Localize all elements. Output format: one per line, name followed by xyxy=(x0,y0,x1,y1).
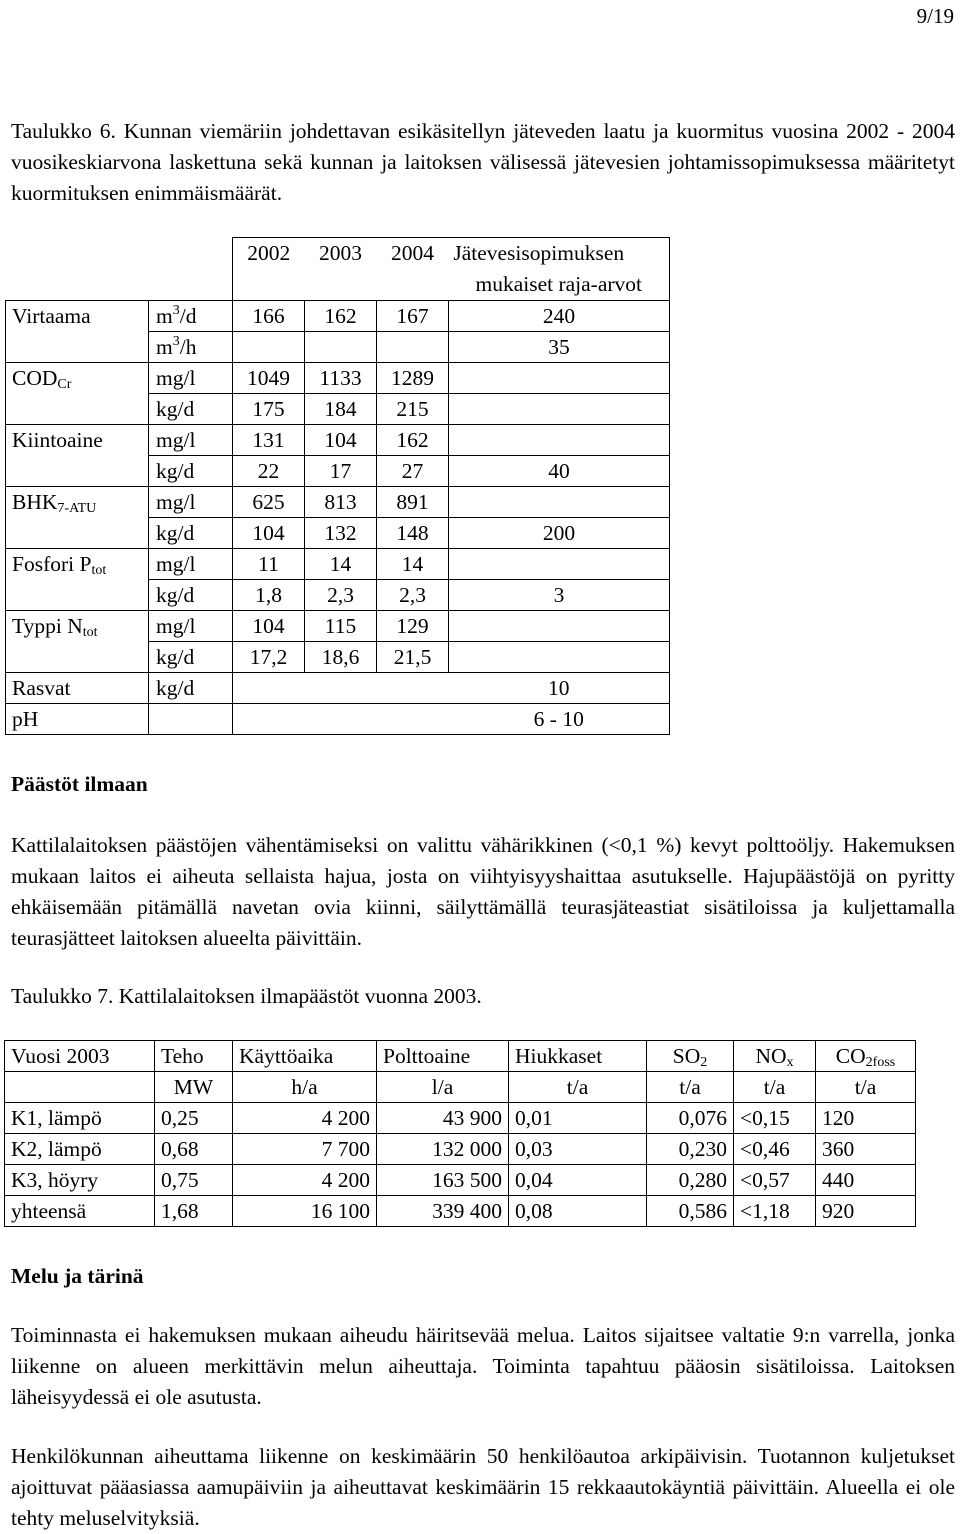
table-row xyxy=(6,549,670,580)
table6-unit xyxy=(149,518,233,549)
table6-value-y2004: 21,5 xyxy=(377,642,449,673)
table6-value-y2002: 11 xyxy=(233,549,305,580)
heading-noise: Melu ja tärinä xyxy=(11,1264,144,1288)
table6-unit xyxy=(149,642,233,673)
header-subscript: x xyxy=(786,1055,794,1070)
table7-unit: l/a xyxy=(377,1072,509,1103)
table6-value-y2002: 104 xyxy=(233,611,305,642)
table6-value-y2002: 22 xyxy=(233,456,305,487)
table6-unit xyxy=(149,611,233,642)
table7-header xyxy=(155,1041,233,1072)
unit-text: kg/d xyxy=(156,676,195,700)
table7-cell: 4 200 xyxy=(233,1165,377,1196)
table6-value-y2004 xyxy=(377,704,449,735)
table6-value-y2002: 17,2 xyxy=(233,642,305,673)
table7-cell: K2, lämpö xyxy=(5,1134,155,1165)
unit-superscript: 3 xyxy=(172,334,180,349)
table6-value-y2003: 813 xyxy=(305,487,377,518)
unit-tail: /h xyxy=(179,335,197,359)
page-number: 9/19 xyxy=(916,4,954,28)
table6-value-y2002: 131 xyxy=(233,425,305,456)
table7-cell: 163 500 xyxy=(377,1165,509,1196)
table6-limit: 3 xyxy=(449,580,670,611)
table7-cell: 120 xyxy=(816,1103,916,1134)
table7-header xyxy=(647,1041,734,1072)
header-text: Hiukkaset xyxy=(515,1044,603,1068)
table6-param xyxy=(6,394,149,425)
header-subscript: 2foss xyxy=(865,1055,896,1070)
table-row xyxy=(6,425,670,456)
table7-cell: 440 xyxy=(816,1165,916,1196)
table7-header xyxy=(734,1041,816,1072)
table6-limit xyxy=(449,611,670,642)
table-row xyxy=(5,1165,916,1196)
param-name: Typpi N xyxy=(12,614,83,638)
table6-unit xyxy=(149,673,233,704)
table6-unit xyxy=(149,549,233,580)
unit-superscript: 3 xyxy=(172,303,180,318)
table6-header-2002: 2002 xyxy=(233,238,305,301)
wastewater-table xyxy=(5,237,670,735)
table6-value-y2004: 148 xyxy=(377,518,449,549)
header-text: Käyttöaika xyxy=(239,1044,334,1068)
table-row xyxy=(6,642,670,673)
table6-unit xyxy=(149,456,233,487)
table7-cell: 920 xyxy=(816,1196,916,1227)
table6-param xyxy=(6,301,149,332)
table7-cell: <1,18 xyxy=(734,1196,816,1227)
unit-text: kg/d xyxy=(156,583,195,607)
param-subscript: 7-ATU xyxy=(57,501,97,516)
table7-cell: 0,75 xyxy=(155,1165,233,1196)
table7-cell: 132 000 xyxy=(377,1134,509,1165)
table-row xyxy=(6,673,670,704)
unit-text: kg/d xyxy=(156,459,195,483)
param-name: pH xyxy=(12,707,39,731)
table6-value-y2003: 132 xyxy=(305,518,377,549)
table-row xyxy=(6,394,670,425)
table7-cell: 0,586 xyxy=(647,1196,734,1227)
table6-value-y2004 xyxy=(377,332,449,363)
table6-value-y2002: 1049 xyxy=(233,363,305,394)
table6-value-y2004: 891 xyxy=(377,487,449,518)
table7-unit: h/a xyxy=(233,1072,377,1103)
table7-cell: <0,46 xyxy=(734,1134,816,1165)
table7-cell: 360 xyxy=(816,1134,916,1165)
table6-limit: 40 xyxy=(449,456,670,487)
table6-value-y2003: 18,6 xyxy=(305,642,377,673)
table6-param xyxy=(6,704,149,735)
table6-param xyxy=(6,580,149,611)
table6-value-y2003: 17 xyxy=(305,456,377,487)
table7-header xyxy=(509,1041,647,1072)
table6-param xyxy=(6,332,149,363)
table7-unit xyxy=(5,1072,155,1103)
table6-unit xyxy=(149,580,233,611)
table7-cell: 0,25 xyxy=(155,1103,233,1134)
table6-header-limits-line1: Jätevesisopimuksen xyxy=(453,241,625,265)
table6-limit: 240 xyxy=(449,301,670,332)
table6-value-y2002: 166 xyxy=(233,301,305,332)
table-row xyxy=(6,487,670,518)
table7-cell: 339 400 xyxy=(377,1196,509,1227)
unit-text: m xyxy=(156,304,173,328)
table6-param xyxy=(6,487,149,518)
table-row xyxy=(5,1196,916,1227)
table7-cell: yhteensä xyxy=(5,1196,155,1227)
table7-cell: 0,230 xyxy=(647,1134,734,1165)
table6-header-2004: 2004 xyxy=(377,238,449,301)
table6-header-limits-line2: mukaiset raja-arvot xyxy=(475,272,643,296)
table6-value-y2003 xyxy=(305,704,377,735)
table7-cell: <0,15 xyxy=(734,1103,816,1134)
table6-value-y2004: 1289 xyxy=(377,363,449,394)
table7-unit: MW xyxy=(155,1072,233,1103)
table6-value-y2004: 27 xyxy=(377,456,449,487)
table6-param xyxy=(6,456,149,487)
table7-cell: K3, höyry xyxy=(5,1165,155,1196)
header-text: CO xyxy=(835,1044,866,1068)
table6-unit xyxy=(149,363,233,394)
table-row xyxy=(5,1103,916,1134)
boiler-emissions-table xyxy=(4,1040,916,1227)
table7-unit: t/a xyxy=(509,1072,647,1103)
param-name: Kiintoaine xyxy=(12,428,103,452)
table7-header-row xyxy=(5,1041,916,1072)
table7-cell: <0,57 xyxy=(734,1165,816,1196)
heading-air-emissions: Päästöt ilmaan xyxy=(11,772,148,796)
table7-header xyxy=(816,1041,916,1072)
table6-unit xyxy=(149,425,233,456)
table6-value-y2003: 14 xyxy=(305,549,377,580)
table7-cell: 43 900 xyxy=(377,1103,509,1134)
table7-cell: 0,076 xyxy=(647,1103,734,1134)
table6-header-2003: 2003 xyxy=(305,238,377,301)
table7-cell: 0,08 xyxy=(509,1196,647,1227)
air-emissions-paragraph: Kattilalaitoksen päästöjen vähentämiseksi on valittu vähärikkinen (<0,1 %) kevyt polttoöljy. Hakemuksen mukaan laitos ei aiheuta sellaista hajua, josta on viihtyisyyshaittaa asutukselle. Hajupäästöjä on pyritty ehkäisemään pitämällä navetan ovia kiinni, säilyttämällä teurasjäteastiat sisätiloissa ja kuljettamalla teurasjätteet laitoksen alueelta päivittäin. xyxy=(11,833,955,950)
table6-value-y2002: 625 xyxy=(233,487,305,518)
table-row xyxy=(6,580,670,611)
header-text: Polttoaine xyxy=(383,1044,471,1068)
param-name: COD xyxy=(12,366,58,390)
param-subscript: Cr xyxy=(57,377,72,392)
table7-cell: 0,04 xyxy=(509,1165,647,1196)
table6-value-y2002: 1,8 xyxy=(233,580,305,611)
table6-value-y2004: 162 xyxy=(377,425,449,456)
table6-value-y2004: 129 xyxy=(377,611,449,642)
header-text: Teho xyxy=(161,1044,204,1068)
table6-param xyxy=(6,642,149,673)
table6-unit xyxy=(149,332,233,363)
table6-value-y2004: 14 xyxy=(377,549,449,580)
unit-text: mg/l xyxy=(156,490,196,514)
param-subscript: tot xyxy=(82,625,98,640)
table7-units-row xyxy=(5,1072,916,1103)
table6-value-y2003 xyxy=(305,673,377,704)
table6-param xyxy=(6,518,149,549)
param-name: Fosfori P xyxy=(12,552,92,576)
table6-value-y2002 xyxy=(233,704,305,735)
table6-limit: 200 xyxy=(449,518,670,549)
header-text: NO xyxy=(755,1044,787,1068)
unit-text: m xyxy=(156,335,173,359)
table6-value-y2004 xyxy=(377,673,449,704)
table6-value-y2003 xyxy=(305,332,377,363)
table6-unit xyxy=(149,394,233,425)
table7-header xyxy=(233,1041,377,1072)
table6-param xyxy=(6,611,149,642)
table7-cell: K1, lämpö xyxy=(5,1103,155,1134)
table-row xyxy=(6,611,670,642)
table-row xyxy=(6,332,670,363)
table-row xyxy=(6,456,670,487)
header-subscript: 2 xyxy=(700,1055,708,1070)
table7-header xyxy=(5,1041,155,1072)
table7-cell: 0,68 xyxy=(155,1134,233,1165)
table6-value-y2002 xyxy=(233,332,305,363)
table6-value-y2002 xyxy=(233,673,305,704)
table-row xyxy=(6,363,670,394)
table6-limit: 6 - 10 xyxy=(449,704,670,735)
table6-limit xyxy=(449,363,670,394)
unit-tail: /d xyxy=(179,304,197,328)
table7-cell: 0,01 xyxy=(509,1103,647,1134)
table6-caption: Taulukko 6. Kunnan viemäriin johdettavan esikäsitellyn jäteveden laatu ja kuormitus vuosina 2002 - 2004 vuosikeskiarvona laskettuna sekä kunnan ja laitoksen välisessä jätevesien johtamissopimuksessa määritetyt kuormituksen enimmäismäärät. xyxy=(11,119,955,205)
table6-value-y2002: 175 xyxy=(233,394,305,425)
table6-value-y2003: 115 xyxy=(305,611,377,642)
table6-value-y2003: 104 xyxy=(305,425,377,456)
table6-unit xyxy=(149,487,233,518)
table6-limit xyxy=(449,487,670,518)
table6-value-y2003: 2,3 xyxy=(305,580,377,611)
unit-text: kg/d xyxy=(156,645,195,669)
noise-paragraph-2: Henkilökunnan aiheuttama liikenne on keskimäärin 50 henkilöautoa arkipäivisin. Tuotannon kuljetukset ajoittuvat pääasiassa aamupäiviin ja aiheuttavat keskimäärin 15 rekkaautokäyntiä päivittäin. Alueella ei ole tehty meluselvityksiä. xyxy=(11,1444,955,1530)
table-row xyxy=(6,301,670,332)
table7-cell: 4 200 xyxy=(233,1103,377,1134)
header-text: SO xyxy=(672,1044,701,1068)
table6-limit xyxy=(449,642,670,673)
table6-value-y2002: 104 xyxy=(233,518,305,549)
table6-limit xyxy=(449,425,670,456)
table6-param xyxy=(6,425,149,456)
table6-limit: 35 xyxy=(449,332,670,363)
param-subscript: tot xyxy=(91,563,107,578)
table6-value-y2004: 2,3 xyxy=(377,580,449,611)
table6-limit: 10 xyxy=(449,673,670,704)
unit-text: kg/d xyxy=(156,397,195,421)
table6-unit xyxy=(149,704,233,735)
unit-text: mg/l xyxy=(156,614,196,638)
table7-unit: t/a xyxy=(734,1072,816,1103)
table6-value-y2003: 162 xyxy=(305,301,377,332)
table7-cell: 0,280 xyxy=(647,1165,734,1196)
noise-paragraph-1: Toiminnasta ei hakemuksen mukaan aiheudu häiritsevää melua. Laitos sijaitsee valtatie 9:n varrella, jonka liikenne on alueen merkittävin melun aiheuttaja. Toiminta tapahtuu pääosin sisätiloissa. Laitoksen läheisyydessä ei ole asutusta. xyxy=(11,1323,955,1409)
table7-header xyxy=(377,1041,509,1072)
table7-unit: t/a xyxy=(816,1072,916,1103)
table7-cell: 16 100 xyxy=(233,1196,377,1227)
unit-text: kg/d xyxy=(156,521,195,545)
header-text: Vuosi 2003 xyxy=(11,1044,110,1068)
table-row xyxy=(5,1134,916,1165)
unit-text: mg/l xyxy=(156,366,196,390)
param-name: BHK xyxy=(12,490,58,514)
table6-limit xyxy=(449,549,670,580)
param-name: Virtaama xyxy=(12,304,91,328)
unit-text: mg/l xyxy=(156,428,196,452)
table6-unit xyxy=(149,301,233,332)
table6-param xyxy=(6,549,149,580)
table7-cell: 0,03 xyxy=(509,1134,647,1165)
table6-empty-header xyxy=(6,238,233,301)
table6-param xyxy=(6,673,149,704)
table-row xyxy=(6,704,670,735)
table7-cell: 1,68 xyxy=(155,1196,233,1227)
table7-caption: Taulukko 7. Kattilalaitoksen ilmapäästöt vuonna 2003. xyxy=(11,984,482,1008)
table6-limit xyxy=(449,394,670,425)
table6-value-y2004: 215 xyxy=(377,394,449,425)
table6-value-y2004: 167 xyxy=(377,301,449,332)
table6-header-limits xyxy=(449,238,670,301)
unit-text: mg/l xyxy=(156,552,196,576)
table6-value-y2003: 1133 xyxy=(305,363,377,394)
table-row xyxy=(6,518,670,549)
table6-value-y2003: 184 xyxy=(305,394,377,425)
table7-cell: 7 700 xyxy=(233,1134,377,1165)
table7-unit: t/a xyxy=(647,1072,734,1103)
param-name: Rasvat xyxy=(12,676,71,700)
table6-param xyxy=(6,363,149,394)
